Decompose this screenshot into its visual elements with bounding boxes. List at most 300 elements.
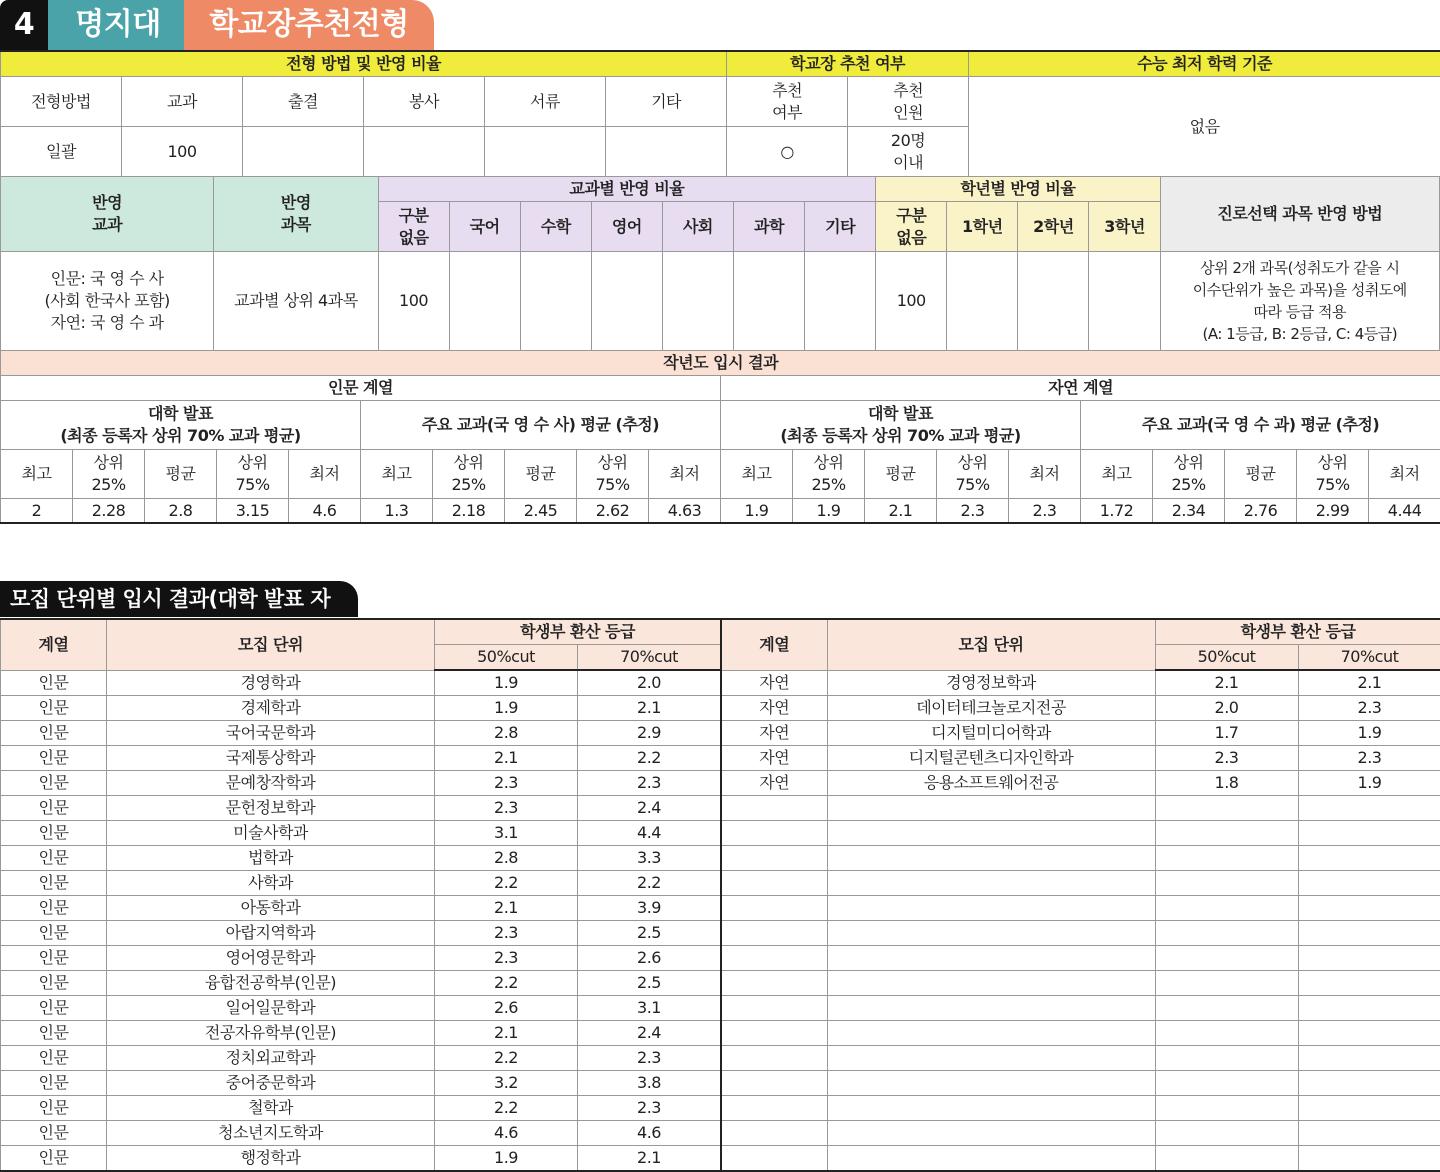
grade-col: 2학년	[1018, 202, 1089, 252]
unit-cell-c70: 4.6	[578, 1121, 721, 1146]
method-col: 추천 인원	[848, 77, 969, 127]
unit-cell-track	[721, 1096, 827, 1121]
unit-cell-unit: 철학과	[107, 1096, 435, 1121]
unit-cell-track	[721, 1021, 827, 1046]
unit-cell-c50: 3.2	[435, 1071, 578, 1096]
unit-cell-track: 인문	[1, 746, 107, 771]
unit-cell-track: 자연	[721, 771, 827, 796]
unit-cell-c50	[1155, 971, 1298, 996]
unit-cell-c50	[1155, 796, 1298, 821]
grade-col: 3학년	[1089, 202, 1160, 252]
unit-cell-c70: 2.1	[1298, 670, 1440, 696]
unit-cell-c50: 4.6	[435, 1121, 578, 1146]
unit-cell-unit: 일어일문학과	[107, 996, 435, 1021]
unit-cell-track: 인문	[1, 1046, 107, 1071]
unit-cell-track: 인문	[1, 721, 107, 746]
unit-cell-track	[721, 896, 827, 921]
unit-cell-c70: 1.9	[1298, 771, 1440, 796]
unit-cell-c50: 2.3	[435, 921, 578, 946]
stat-value: 1.9	[721, 499, 793, 524]
unit-cell-c50	[1155, 1021, 1298, 1046]
stat-value: 2.34	[1153, 499, 1225, 524]
unit-cell-track: 인문	[1, 896, 107, 921]
unit-cell-c50	[1155, 1096, 1298, 1121]
unit-cell-c70	[1298, 996, 1440, 1021]
unit-cell-track	[721, 1146, 827, 1172]
grade-col: 1학년	[947, 202, 1018, 252]
unit-cell-c70	[1298, 921, 1440, 946]
subject-val	[520, 252, 591, 351]
unit-cell-unit: 사학과	[107, 871, 435, 896]
stat-value: 2.3	[1009, 499, 1081, 524]
cut50-header: 50%cut	[1155, 645, 1298, 671]
unit-cell-track	[721, 796, 827, 821]
table-row	[721, 896, 1440, 921]
cut50-header: 50%cut	[435, 645, 578, 671]
unit-cell-c50	[1155, 896, 1298, 921]
subject-col: 수학	[520, 202, 591, 252]
reflect-subjects-value: 인문: 국 영 수 사 (사회 한국사 포함) 자연: 국 영 수 과	[1, 252, 214, 351]
career-method-header: 진로선택 과목 반영 방법	[1160, 177, 1439, 252]
unit-cell-c50	[1155, 1121, 1298, 1146]
table-row	[721, 821, 1440, 846]
unit-cell-track	[721, 871, 827, 896]
subject-val	[449, 252, 520, 351]
admission-type: 학교장추천전형	[184, 0, 434, 50]
stat-col-header: 최고	[721, 450, 793, 499]
unit-cell-c50: 2.3	[435, 771, 578, 796]
unit-cell-track: 인문	[1, 971, 107, 996]
stat-value: 2.1	[865, 499, 937, 524]
stat-col-header: 최저	[1009, 450, 1081, 499]
grade-val	[947, 252, 1018, 351]
unit-cell-c50: 2.1	[1155, 670, 1298, 696]
stat-col-header: 상위 75%	[217, 450, 289, 499]
method-col: 전형방법	[1, 77, 122, 127]
unit-cell-unit: 정치외교학과	[107, 1046, 435, 1071]
method-col: 서류	[485, 77, 606, 127]
sci-major-header: 주요 교과(국 영 수 과) 평균 (추정)	[1081, 401, 1440, 450]
unit-cell-c50	[1155, 946, 1298, 971]
sci-univ-header: 대학 발표 (최종 등록자 상위 70% 교과 평균)	[721, 401, 1081, 450]
unit-cell-c70: 3.1	[578, 996, 721, 1021]
table-row	[1, 896, 721, 921]
unit-cell-track: 인문	[1, 1096, 107, 1121]
unit-cell-c50	[1155, 921, 1298, 946]
table-row	[1, 721, 721, 746]
table-row	[721, 946, 1440, 971]
method-col: 봉사	[364, 77, 485, 127]
unit-cell-unit: 응용소프트웨어전공	[827, 771, 1155, 796]
track-header: 계열	[1, 619, 107, 670]
unit-cell-unit	[827, 1021, 1155, 1046]
unit-cell-track: 인문	[1, 1121, 107, 1146]
stat-value: 4.6	[289, 499, 361, 524]
unit-cell-track: 인문	[1, 921, 107, 946]
unit-cell-c70: 2.2	[578, 871, 721, 896]
stat-value: 2.3	[937, 499, 1009, 524]
cut70-header: 70%cut	[578, 645, 721, 671]
unit-cell-unit: 디지털콘텐츠디자인학과	[827, 746, 1155, 771]
reflect-courses-header: 반영 과목	[214, 177, 378, 252]
unit-cell-c50	[1155, 871, 1298, 896]
unit-cell-c50: 3.1	[435, 821, 578, 846]
unit-cell-c70	[1298, 1046, 1440, 1071]
subject-col: 과학	[733, 202, 804, 252]
unit-cell-unit: 미술사학과	[107, 821, 435, 846]
unit-cell-c70	[1298, 1021, 1440, 1046]
university-name: 명지대	[48, 0, 188, 50]
grade-val	[1089, 252, 1160, 351]
stat-col-header: 상위 25%	[1153, 450, 1225, 499]
stat-col-header: 최고	[1081, 450, 1153, 499]
last-year-title: 작년도 입시 결과	[1, 351, 1440, 376]
unit-cell-unit	[827, 1096, 1155, 1121]
stat-value: 4.44	[1369, 499, 1440, 524]
table-row	[1, 696, 721, 721]
table-row	[721, 846, 1440, 871]
unit-cell-track	[721, 1121, 827, 1146]
unit-cell-c50: 2.1	[435, 1021, 578, 1046]
table-row	[721, 1096, 1440, 1121]
unit-cell-track	[721, 996, 827, 1021]
unit-cell-c70	[1298, 821, 1440, 846]
method-val	[485, 127, 606, 177]
unit-cell-unit	[827, 1121, 1155, 1146]
unit-cell-unit	[827, 996, 1155, 1021]
unit-cell-c70: 1.9	[1298, 721, 1440, 746]
unit-cell-c50: 2.3	[435, 796, 578, 821]
unit-cell-c70	[1298, 846, 1440, 871]
stat-value: 1.72	[1081, 499, 1153, 524]
unit-cell-unit: 경영정보학과	[827, 670, 1155, 696]
unit-cell-track: 인문	[1, 696, 107, 721]
stat-value: 2.18	[433, 499, 505, 524]
subject-val: 100	[378, 252, 449, 351]
unit-cell-c50	[1155, 1071, 1298, 1096]
table-row	[1, 946, 721, 971]
unit-cell-unit: 국어국문학과	[107, 721, 435, 746]
unit-cell-unit	[827, 871, 1155, 896]
unit-cell-c70: 2.1	[578, 1146, 721, 1172]
unit-cell-c70: 4.4	[578, 821, 721, 846]
unit-header: 모집 단위	[107, 619, 435, 670]
unit-cell-c70: 2.3	[578, 1046, 721, 1071]
table-row	[721, 971, 1440, 996]
stat-col-header: 상위 75%	[937, 450, 1009, 499]
stat-col-header: 평균	[145, 450, 217, 499]
unit-cell-track	[721, 1071, 827, 1096]
unit-cell-c50: 2.6	[435, 996, 578, 1021]
unit-cell-track: 인문	[1, 846, 107, 871]
stat-col-header: 평균	[1225, 450, 1297, 499]
subject-val	[591, 252, 662, 351]
method-val: ○	[727, 127, 848, 177]
unit-cell-c50: 2.1	[435, 896, 578, 921]
stat-col-header: 상위 75%	[1297, 450, 1369, 499]
unit-cell-unit: 법학과	[107, 846, 435, 871]
table-row	[721, 996, 1440, 1021]
unit-cell-c50: 2.3	[435, 946, 578, 971]
unit-cell-c70: 2.3	[578, 1096, 721, 1121]
unit-cell-unit	[827, 946, 1155, 971]
unit-cell-c50: 1.8	[1155, 771, 1298, 796]
unit-cell-c70	[1298, 1096, 1440, 1121]
unit-cell-unit	[827, 821, 1155, 846]
method-val: 20명 이내	[848, 127, 969, 177]
subject-col: 구분 없음	[378, 202, 449, 252]
unit-cell-c70: 2.3	[1298, 746, 1440, 771]
unit-cell-unit: 아동학과	[107, 896, 435, 921]
unit-cell-unit	[827, 921, 1155, 946]
table-row	[721, 796, 1440, 821]
unit-cell-unit: 행정학과	[107, 1146, 435, 1172]
stat-value: 2.8	[145, 499, 217, 524]
unit-cell-c70: 2.3	[578, 771, 721, 796]
unit-cell-track	[721, 921, 827, 946]
unit-cell-c50: 2.1	[435, 746, 578, 771]
unit-header: 모집 단위	[827, 619, 1155, 670]
stat-col-header: 평균	[865, 450, 937, 499]
unit-cell-unit: 청소년지도학과	[107, 1121, 435, 1146]
hum-major-header: 주요 교과(국 영 수 사) 평균 (추정)	[361, 401, 721, 450]
unit-cell-unit	[827, 896, 1155, 921]
units-table-science	[720, 618, 1440, 1172]
stat-col-header: 평균	[505, 450, 577, 499]
unit-cell-c70	[1298, 796, 1440, 821]
unit-cell-track	[721, 971, 827, 996]
unit-cell-c70	[1298, 971, 1440, 996]
stat-col-header: 최고	[361, 450, 433, 499]
unit-cell-c50: 1.9	[435, 1146, 578, 1172]
unit-cell-unit: 국제통상학과	[107, 746, 435, 771]
unit-cell-c70: 3.9	[578, 896, 721, 921]
units-table-humanities	[0, 618, 721, 1172]
table-row	[1, 921, 721, 946]
unit-cell-c70: 3.8	[578, 1071, 721, 1096]
method-col: 출결	[243, 77, 364, 127]
recommend-group-header: 학교장 추천 여부	[727, 51, 969, 77]
table-row	[1, 771, 721, 796]
unit-cell-c50	[1155, 1146, 1298, 1172]
unit-cell-c70: 3.3	[578, 846, 721, 871]
table-row	[721, 696, 1440, 721]
unit-cell-unit	[827, 796, 1155, 821]
unit-cell-track: 인문	[1, 821, 107, 846]
table-row	[721, 746, 1440, 771]
unit-cell-track	[721, 846, 827, 871]
subject-val	[733, 252, 804, 351]
stat-value: 2.99	[1297, 499, 1369, 524]
table-row	[1, 971, 721, 996]
table-row	[1, 1096, 721, 1121]
table-row	[1, 670, 721, 696]
unit-cell-c50: 2.2	[435, 1046, 578, 1071]
unit-cell-c70: 2.5	[578, 921, 721, 946]
unit-cell-c50	[1155, 821, 1298, 846]
unit-cell-c70	[1298, 1146, 1440, 1172]
method-val: 100	[122, 127, 243, 177]
method-col: 추천 여부	[727, 77, 848, 127]
method-val: 일괄	[1, 127, 122, 177]
units-section-title: 모집 단위별 입시 결과(대학 발표 자	[0, 581, 358, 617]
unit-cell-track: 자연	[721, 670, 827, 696]
unit-cell-c70: 2.1	[578, 696, 721, 721]
unit-cell-c50: 2.8	[435, 721, 578, 746]
section-number: 4	[0, 0, 48, 50]
subject-val	[805, 252, 876, 351]
unit-cell-c70	[1298, 1071, 1440, 1096]
unit-cell-c50: 2.2	[435, 971, 578, 996]
table-row	[1, 996, 721, 1021]
unit-cell-unit: 디지털미디어학과	[827, 721, 1155, 746]
table-row	[1, 746, 721, 771]
stat-value: 3.15	[217, 499, 289, 524]
grade-col: 구분 없음	[876, 202, 947, 252]
unit-cell-c50	[1155, 996, 1298, 1021]
unit-cell-unit: 중어중문학과	[107, 1071, 435, 1096]
unit-cell-track	[721, 1046, 827, 1071]
unit-cell-c70: 2.5	[578, 971, 721, 996]
unit-cell-unit: 데이터테크놀로지전공	[827, 696, 1155, 721]
unit-cell-unit: 경제학과	[107, 696, 435, 721]
unit-cell-track: 자연	[721, 746, 827, 771]
suneung-group-header: 수능 최저 학력 기준	[969, 51, 1440, 77]
table-row	[1, 1021, 721, 1046]
table-row	[721, 670, 1440, 696]
stat-col-header: 상위 25%	[73, 450, 145, 499]
career-method-value: 상위 2개 과목(성취도가 같을 시 이수단위가 높은 과목)을 성취도에 따라 등급 적용 (A: 1등급, B: 2등급, C: 4등급)	[1160, 252, 1439, 351]
table-row	[1, 821, 721, 846]
unit-cell-track: 인문	[1, 796, 107, 821]
stat-value: 2.62	[577, 499, 649, 524]
method-col: 교과	[122, 77, 243, 127]
unit-cell-c70: 2.4	[578, 1021, 721, 1046]
table-row	[721, 1121, 1440, 1146]
table-row	[1, 1071, 721, 1096]
unit-cell-c70	[1298, 946, 1440, 971]
stat-col-header: 최저	[1369, 450, 1440, 499]
method-val	[243, 127, 364, 177]
unit-cell-unit	[827, 1046, 1155, 1071]
unit-cell-c50: 2.2	[435, 871, 578, 896]
page-header	[0, 0, 440, 50]
table-row	[721, 921, 1440, 946]
unit-cell-c50: 2.8	[435, 846, 578, 871]
table-row	[1, 1121, 721, 1146]
unit-cell-track: 인문	[1, 946, 107, 971]
unit-cell-track: 인문	[1, 670, 107, 696]
table-row	[721, 1021, 1440, 1046]
subject-col: 사회	[662, 202, 733, 252]
unit-cell-c70: 2.4	[578, 796, 721, 821]
subject-col: 영어	[591, 202, 662, 252]
stat-col-header: 상위 25%	[433, 450, 505, 499]
subject-col: 국어	[449, 202, 520, 252]
stat-value: 4.63	[649, 499, 721, 524]
method-val	[364, 127, 485, 177]
table-row	[1, 1146, 721, 1172]
cut70-header: 70%cut	[1298, 645, 1440, 671]
unit-cell-track	[721, 946, 827, 971]
unit-cell-c70: 2.3	[1298, 696, 1440, 721]
unit-cell-track: 인문	[1, 1071, 107, 1096]
unit-cell-c70	[1298, 871, 1440, 896]
unit-cell-c50	[1155, 1046, 1298, 1071]
unit-cell-c50: 1.9	[435, 670, 578, 696]
unit-cell-c50: 1.7	[1155, 721, 1298, 746]
unit-cell-track: 자연	[721, 696, 827, 721]
table-row	[721, 1146, 1440, 1172]
unit-cell-unit	[827, 1071, 1155, 1096]
unit-cell-c70: 2.2	[578, 746, 721, 771]
stat-value: 2.76	[1225, 499, 1297, 524]
subject-val	[662, 252, 733, 351]
unit-cell-unit: 아랍지역학과	[107, 921, 435, 946]
last-year-table	[0, 350, 1440, 524]
reflection-table	[0, 176, 1440, 351]
stat-col-header: 상위 25%	[793, 450, 865, 499]
stat-value: 2	[1, 499, 73, 524]
unit-cell-c70	[1298, 896, 1440, 921]
method-group-header: 전형 방법 및 반영 비율	[1, 51, 727, 77]
stat-col-header: 최저	[289, 450, 361, 499]
table-row	[1, 796, 721, 821]
stat-value: 1.3	[361, 499, 433, 524]
grade-ratio-header: 학년별 반영 비율	[876, 177, 1160, 202]
unit-cell-c50: 2.3	[1155, 746, 1298, 771]
unit-cell-c70	[1298, 1121, 1440, 1146]
unit-cell-c70: 2.0	[578, 670, 721, 696]
stat-col-header: 최고	[1, 450, 73, 499]
unit-cell-unit: 문예창작학과	[107, 771, 435, 796]
table-row	[721, 721, 1440, 746]
table-row	[721, 1071, 1440, 1096]
unit-cell-unit	[827, 1146, 1155, 1172]
table-row	[1, 871, 721, 896]
unit-cell-unit: 융합전공학부(인문)	[107, 971, 435, 996]
grade-header: 학생부 환산 등급	[435, 619, 721, 645]
table-row	[1, 846, 721, 871]
unit-cell-c50: 2.2	[435, 1096, 578, 1121]
method-table	[0, 50, 1440, 177]
unit-cell-c70: 2.6	[578, 946, 721, 971]
unit-cell-track: 인문	[1, 771, 107, 796]
humanities-header: 인문 계열	[1, 376, 721, 401]
unit-cell-track: 인문	[1, 996, 107, 1021]
grade-header: 학생부 환산 등급	[1155, 619, 1440, 645]
unit-cell-unit: 전공자유학부(인문)	[107, 1021, 435, 1046]
stat-value: 2.45	[505, 499, 577, 524]
table-row	[721, 871, 1440, 896]
table-row	[721, 1046, 1440, 1071]
stat-col-header: 상위 75%	[577, 450, 649, 499]
subject-col: 기타	[805, 202, 876, 252]
suneung-min-value: 없음	[969, 77, 1440, 177]
unit-cell-c50: 2.0	[1155, 696, 1298, 721]
table-row	[721, 771, 1440, 796]
reflect-courses-value: 교과별 상위 4과목	[214, 252, 378, 351]
unit-cell-unit: 경영학과	[107, 670, 435, 696]
unit-cell-c50: 1.9	[435, 696, 578, 721]
reflect-subjects-header: 반영 교과	[1, 177, 214, 252]
stat-value: 1.9	[793, 499, 865, 524]
unit-cell-track: 인문	[1, 1021, 107, 1046]
unit-cell-track: 인문	[1, 1146, 107, 1172]
method-col: 기타	[606, 77, 727, 127]
unit-cell-unit: 영어영문학과	[107, 946, 435, 971]
grade-val	[1018, 252, 1089, 351]
